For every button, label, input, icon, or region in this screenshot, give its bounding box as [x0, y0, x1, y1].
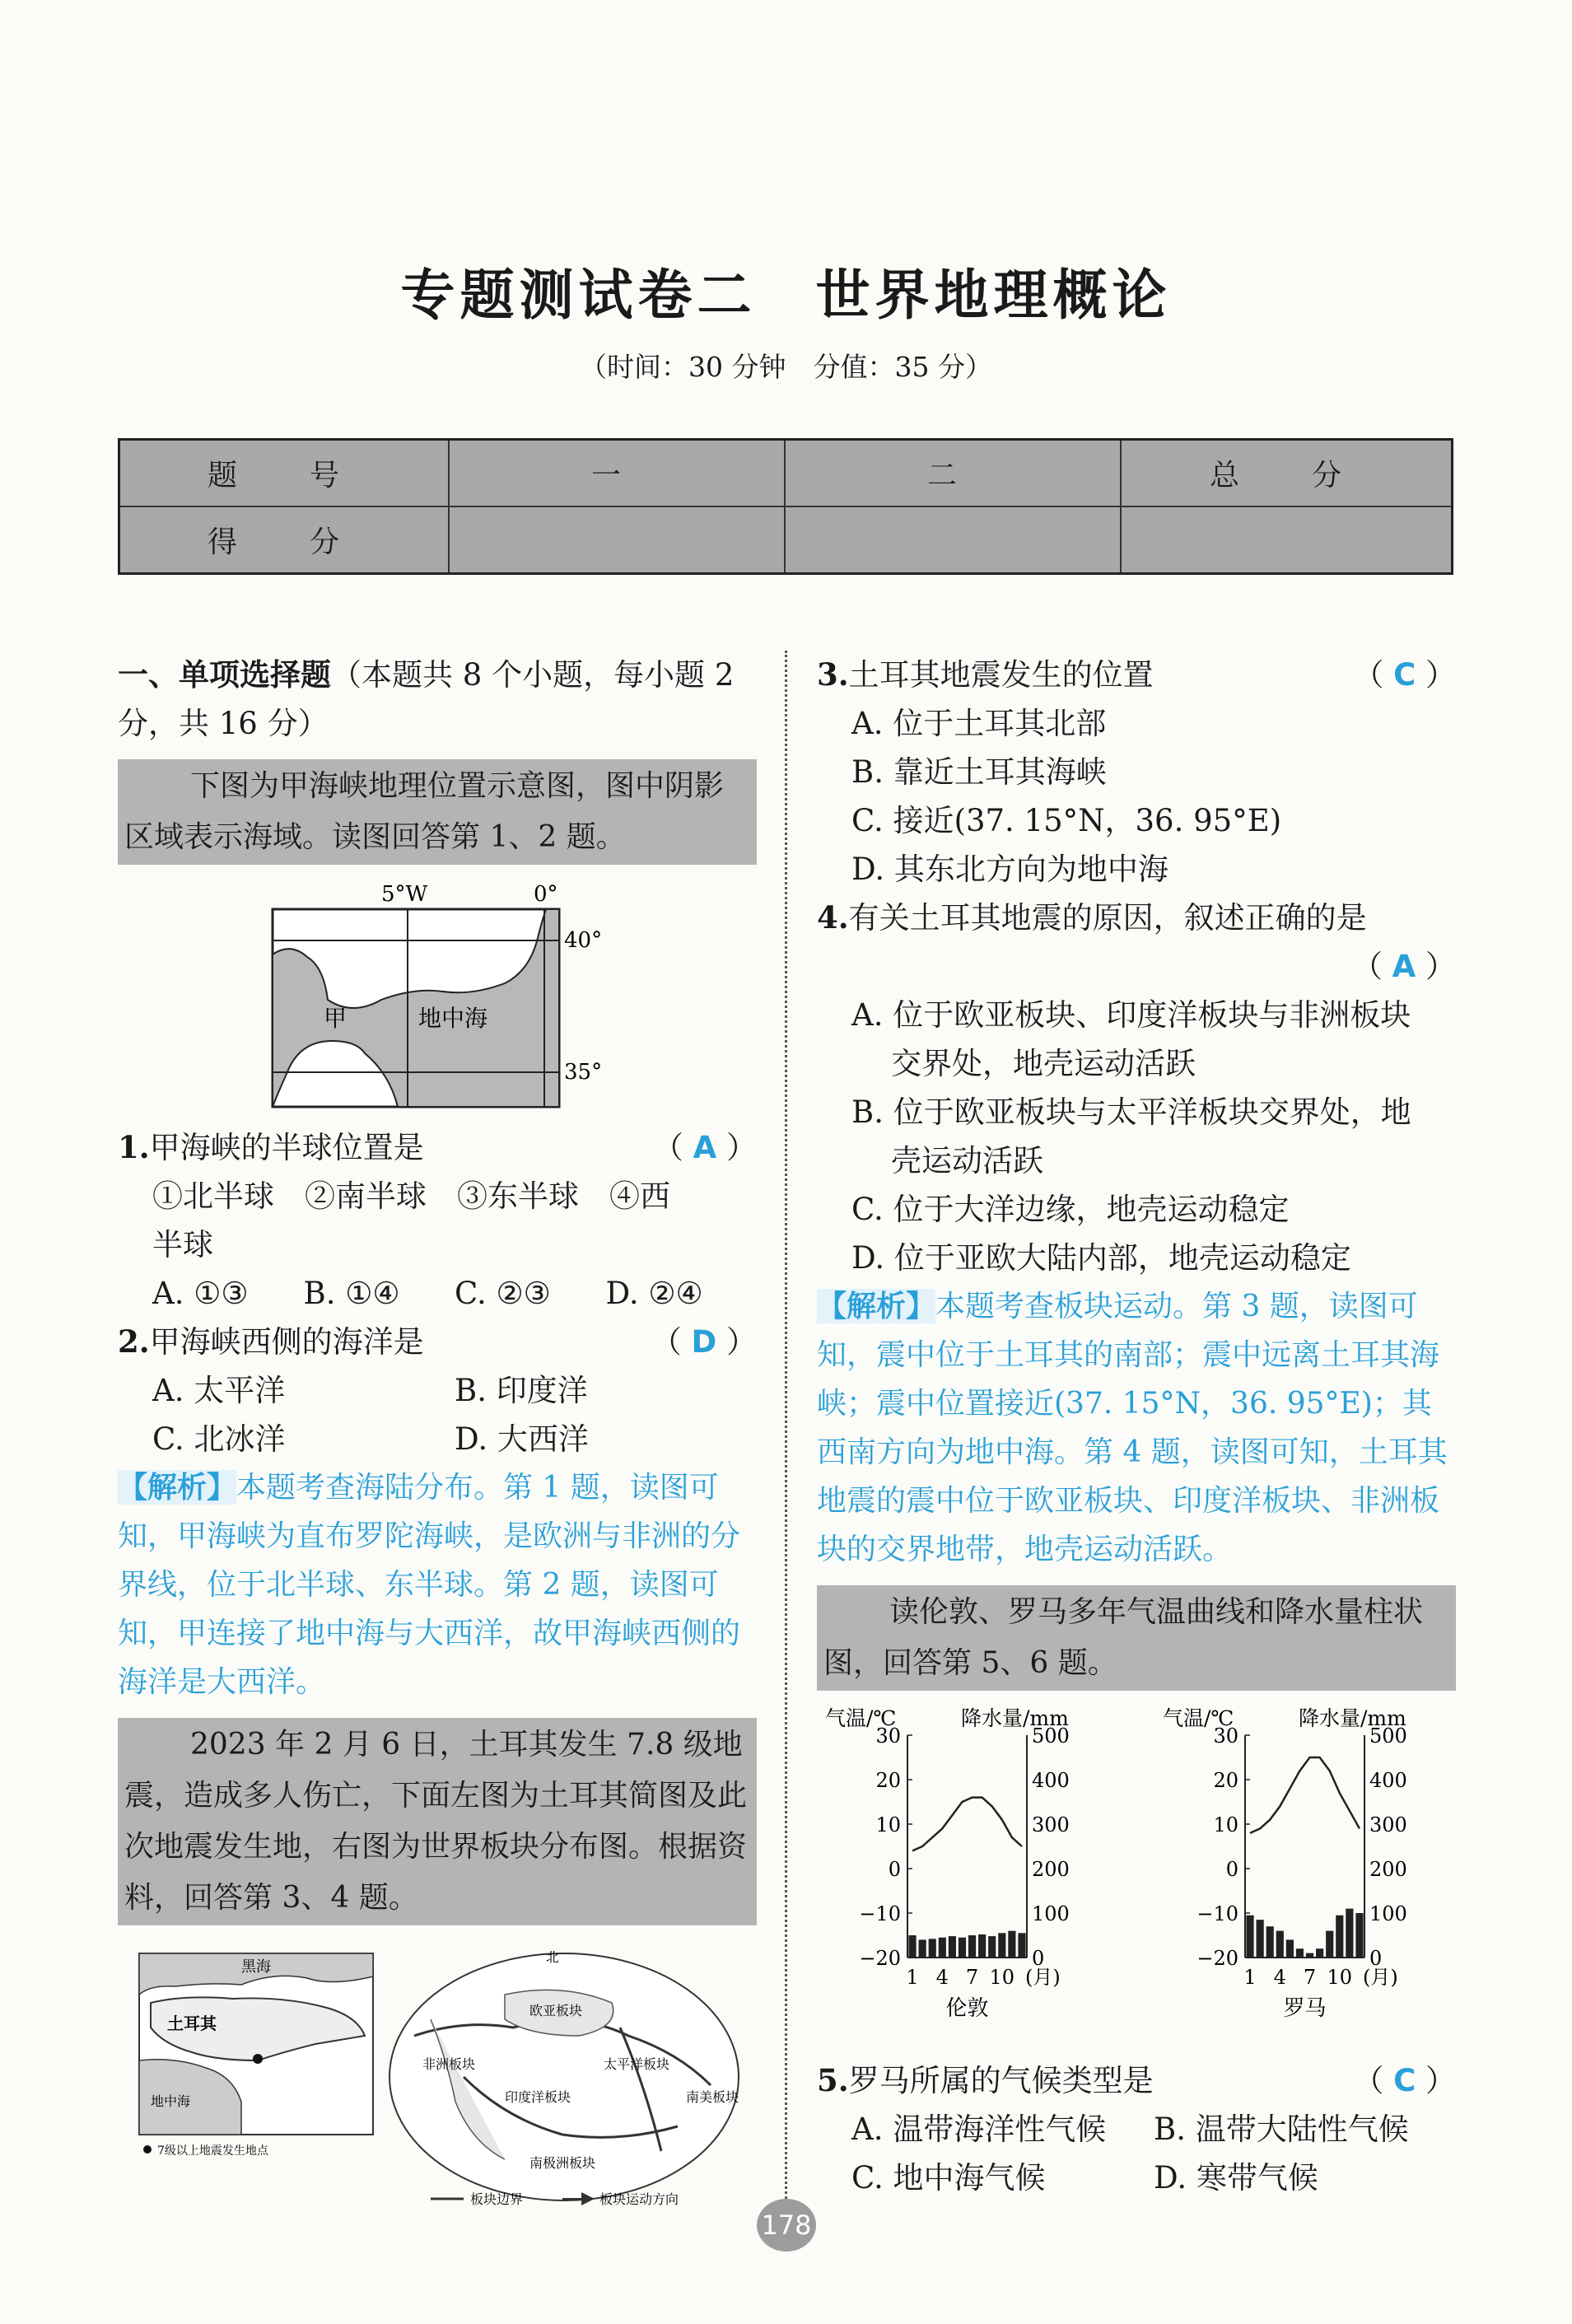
chart1-temp-tick: −20	[1196, 1947, 1238, 1970]
q4-option-a-line1: A. 位于欧亚板块、印度洋板块与非洲板块	[851, 997, 1411, 1033]
q3-option-c[interactable]: C. 接近(37. 15°N，36. 95°E)	[851, 803, 1282, 838]
chart1-precip-bar	[1246, 1916, 1253, 1958]
chart1-precip-bar	[1346, 1909, 1353, 1958]
score-cell-section2[interactable]	[785, 506, 1121, 574]
chart1-precip-bar	[1296, 1948, 1304, 1958]
chart1-precip-bar	[1316, 1948, 1323, 1958]
chart1-ylabel-right: 降水量/mm	[1299, 1706, 1406, 1730]
chart1-precip-tick: 400	[1369, 1769, 1407, 1792]
q1-answer-slot[interactable]: （ A ）	[652, 1130, 757, 1165]
explanation-q1-2	[118, 1463, 757, 1706]
chart0-xlabel: (月)	[1024, 1966, 1061, 1989]
q2-option-c[interactable]: C. 北冰洋	[152, 1421, 286, 1457]
plates-legend-motion: 板块运动方向	[599, 2191, 679, 2207]
explanation-q1-2-tag: 【解析】	[118, 1470, 237, 1505]
chart0-precip-bar	[978, 1934, 986, 1958]
q2-options-row1	[118, 1366, 757, 1415]
chart1-ylabel-left: 气温/℃	[1163, 1706, 1234, 1730]
q5-text: 罗马所属的气候类型是	[848, 2063, 1154, 2098]
q5-answer-slot[interactable]: （ C ）	[1353, 2063, 1456, 2098]
turkey-map-black-sea-label: 黑海	[241, 1958, 271, 1976]
q5-answer: C	[1393, 2063, 1416, 2098]
plates-pacific-label: 太平洋板块	[604, 2056, 670, 2072]
q1-choices-line2: 半球	[152, 1227, 213, 1262]
chart0-temp-tick: −20	[859, 1947, 901, 1970]
chart0-precip-tick: 500	[1032, 1724, 1070, 1748]
chart1-temp-tick: 30	[1213, 1724, 1238, 1748]
left-column	[118, 651, 757, 2209]
chart0-ylabel-right: 降水量/mm	[961, 1706, 1069, 1730]
chart0-temp-tick: 30	[875, 1724, 901, 1748]
section1-note: （本题共 8 个小题，每小题 2 分，共 16 分）	[118, 657, 735, 741]
chart0-precip-bar	[939, 1938, 946, 1958]
chart0-precip-bar	[1008, 1931, 1015, 1958]
chart0-precip-tick: 300	[1032, 1813, 1070, 1836]
chart1-temp-tick: 20	[1213, 1769, 1238, 1792]
chart0-x-tick: 7	[965, 1966, 979, 1989]
question-3	[817, 651, 1456, 699]
turkey-map-legend: 7级以上地震发生地点	[157, 2144, 268, 2158]
chart1-precip-bar	[1286, 1939, 1294, 1958]
page-title: 专题测试卷二 世界地理概论	[400, 263, 1172, 327]
question-5	[817, 2056, 1456, 2105]
chart0-precip-bar	[929, 1939, 936, 1958]
chart0-temp-tick: 0	[888, 1858, 901, 1881]
q4-option-a[interactable]	[817, 991, 1456, 1088]
chart0-precip-tick: 400	[1032, 1769, 1070, 1792]
q4-option-d[interactable]: D. 位于亚欧大陆内部，地壳运动稳定	[851, 1240, 1351, 1276]
chart1-temp-tick: −10	[1196, 1902, 1238, 1925]
q4-answer: A	[1392, 949, 1416, 984]
q1-options	[118, 1269, 757, 1318]
q1-option-c[interactable]: C. ②③	[455, 1276, 551, 1311]
chart0-precip-bar	[959, 1938, 966, 1958]
q3-number: 3.	[817, 656, 849, 693]
right-column	[817, 651, 1456, 2202]
score-header-total: 总 分	[1121, 440, 1453, 507]
intro-q5-6: 读伦敦、罗马多年气温曲线和降水量柱状图，回答第 5、6 题。	[817, 1585, 1456, 1691]
chart0-precip-bar	[988, 1936, 996, 1958]
q3-text: 土耳其地震发生的位置	[848, 657, 1154, 693]
chart0-temp-line	[912, 1798, 1022, 1851]
score-table-score-row	[119, 506, 1453, 574]
q4-number: 4.	[817, 899, 849, 936]
q5-options-row1	[817, 2105, 1456, 2154]
q2-number: 2.	[118, 1323, 150, 1360]
section1-heading	[118, 651, 757, 748]
score-table-header-row	[119, 440, 1453, 507]
q1-choices-line1: ①北半球 ②南半球 ③东半球 ④西	[152, 1178, 670, 1214]
chart1-title: 罗马	[1283, 1996, 1327, 2021]
chart0-temp-tick: 20	[875, 1769, 901, 1792]
chart1-xlabel: (月)	[1362, 1966, 1398, 1989]
column-divider	[785, 651, 787, 2199]
q5-option-d[interactable]: D. 寒带气候	[1154, 2160, 1318, 2196]
q4-text: 有关土耳其地震的原因，叙述正确的是	[848, 900, 1367, 936]
map1-lon1: 5°W	[381, 882, 428, 907]
q2-option-d[interactable]: D. 大西洋	[455, 1421, 589, 1457]
q2-answer-slot[interactable]: （ D ）	[651, 1324, 757, 1360]
chart1-x-tick: 1	[1243, 1966, 1257, 1989]
strait-map	[118, 876, 757, 1115]
q1-option-d[interactable]: D. ②④	[605, 1276, 703, 1311]
intro-q3-4: 2023 年 2 月 6 日，土耳其发生 7.8 级地震，造成多人伤亡，下面左图为土耳其简图及此次地震发生地，右图为世界板块分布图。根据资料，回答第 3、4 题。	[118, 1718, 757, 1925]
legend-epicenter-dot	[143, 2145, 152, 2154]
score-header-section2: 二	[785, 440, 1121, 507]
q2-option-a[interactable]: A. 太平洋	[152, 1373, 286, 1408]
chart0-precip-bar	[998, 1933, 1005, 1958]
q3-answer: C	[1393, 657, 1416, 693]
chart0-precip-bar	[968, 1935, 976, 1958]
chart1-precip-bar	[1326, 1931, 1333, 1958]
turkey-label: 土耳其	[167, 2014, 217, 2033]
plates-africa-label: 非洲板块	[422, 2056, 476, 2072]
q5-number: 5.	[817, 2062, 849, 2098]
q4-option-b[interactable]	[817, 1088, 1456, 1185]
plates-north-label: 北	[546, 1949, 560, 1965]
plates-eurasia-label: 欧亚板块	[529, 2003, 583, 2018]
chart1-x-tick: 10	[1327, 1966, 1353, 1989]
chart0-x-tick: 1	[906, 1966, 919, 1989]
q1-option-b[interactable]: B. ①④	[303, 1276, 400, 1311]
chart0-temp-tick: 10	[875, 1813, 901, 1836]
plates-legend-boundary: 板块边界	[470, 2191, 524, 2207]
chart0-ylabel-left: 气温/℃	[825, 1706, 897, 1730]
map1-lat1: 40°	[564, 928, 603, 953]
q4-option-b-line2: 壳运动活跃	[891, 1143, 1043, 1178]
section1-title: 一、单项选择题	[118, 656, 331, 693]
climate-charts	[817, 1702, 1456, 2056]
chart0-x-tick: 10	[989, 1966, 1015, 1989]
chart1-x-tick: 4	[1273, 1966, 1286, 1989]
question-2	[118, 1318, 757, 1366]
explanation-q3-4	[817, 1282, 1456, 1574]
map1-label-jia: 甲	[324, 1005, 348, 1032]
score-row-label: 得 分	[119, 506, 450, 574]
plates-antarctic-label: 南极洲板块	[529, 2155, 596, 2171]
chart0-temp-tick: −10	[859, 1902, 901, 1925]
chart1-temp-tick: 10	[1213, 1813, 1238, 1836]
chart0-precip-tick: 0	[1032, 1947, 1045, 1970]
chart1-temp-tick: 0	[1225, 1858, 1238, 1881]
page-number: 178	[757, 2199, 816, 2252]
chart0-precip-bar	[919, 1939, 926, 1958]
q4-option-b-line1: B. 位于欧亚板块与太平洋板块交界处，地	[851, 1094, 1411, 1130]
plates-indian-label: 印度洋板块	[505, 2089, 571, 2105]
q1-option-a[interactable]: A. ①③	[152, 1276, 249, 1311]
chart1-precip-tick: 100	[1369, 1902, 1407, 1925]
q3-option-a[interactable]: A. 位于土耳其北部	[851, 706, 1107, 741]
q2-options-row2	[118, 1415, 757, 1463]
chart1-precip-bar	[1355, 1913, 1363, 1958]
q1-answer: A	[693, 1130, 717, 1165]
q1-text: 甲海峡的半球位置是	[149, 1130, 424, 1165]
score-table	[118, 438, 1453, 575]
q5-option-b[interactable]: B. 温带大陆性气候	[1154, 2112, 1409, 2147]
map1-label-sea: 地中海	[418, 1005, 488, 1032]
q2-text: 甲海峡西侧的海洋是	[149, 1324, 424, 1360]
q3-answer-slot[interactable]: （ C ）	[1353, 657, 1456, 693]
chart0-precip-bar	[1018, 1933, 1025, 1958]
q5-options-row2	[817, 2154, 1456, 2202]
chart0-title: 伦敦	[945, 1996, 989, 2021]
plates-samerica-label: 南美板块	[686, 2089, 739, 2105]
q2-answer: D	[691, 1324, 717, 1360]
chart0-precip-bar	[949, 1936, 956, 1958]
q4-option-a-line2: 交界处，地壳运动活跃	[891, 1046, 1196, 1081]
chart0-precip-bar	[908, 1935, 916, 1958]
earthquake-epicenter-marker	[253, 2054, 263, 2064]
explanation-q3-4-text: 本题考查板块运动。第 3 题，读图可知，震中位于土耳其的南部；震中远离土耳其海峡；震中位置接近(37. 15°N，36. 95°E)；其西南方向为地中海。第 4 题，读图可知，土耳其地震的震中位于欧亚板块、印度洋板块、非洲板块的交界地带，地壳运动活跃。	[817, 1290, 1448, 1566]
q3-option-d[interactable]: D. 其东北方向为地中海	[851, 852, 1169, 887]
chart1-precip-bar	[1276, 1931, 1284, 1958]
chart1-temp-line	[1250, 1757, 1360, 1833]
chart1-precip-bar	[1336, 1916, 1343, 1958]
explanation-q3-4-tag: 【解析】	[817, 1289, 936, 1323]
q4-answer-slot[interactable]: （ A ）	[1351, 949, 1456, 984]
explanation-q1-2-text: 本题考查海陆分布。第 1 题，读图可知，甲海峡为直布罗陀海峡，是欧洲与非洲的分界线，位于北半球、东半球。第 2 题，读图可知，甲连接了地中海与大西洋，故甲海峡西侧的海洋是大西洋。	[118, 1471, 741, 1699]
score-cell-total[interactable]	[1121, 506, 1453, 574]
chart1-precip-tick: 500	[1369, 1724, 1407, 1748]
chart1-precip-bar	[1306, 1953, 1313, 1958]
chart1-x-tick: 7	[1303, 1966, 1317, 1989]
q1-number: 1.	[118, 1129, 150, 1165]
chart1-precip-bar	[1266, 1926, 1274, 1958]
chart0-x-tick: 4	[935, 1966, 949, 1989]
score-header-section1: 一	[449, 440, 785, 507]
turkey-map-med-label: 地中海	[151, 2093, 191, 2109]
chart0-precip-tick: 200	[1032, 1858, 1070, 1881]
question-1	[118, 1123, 757, 1172]
q5-option-a[interactable]: A. 温带海洋性气候	[851, 2112, 1107, 2147]
map1-lat2: 35°	[564, 1060, 603, 1085]
score-cell-section1[interactable]	[449, 506, 785, 574]
question-4	[817, 894, 1456, 942]
q5-option-c[interactable]: C. 地中海气候	[851, 2160, 1046, 2196]
q3-option-b[interactable]: B. 靠近土耳其海峡	[851, 754, 1107, 790]
q4-option-c[interactable]: C. 位于大洋边缘，地壳运动稳定	[851, 1192, 1290, 1227]
chart1-precip-bar	[1257, 1920, 1264, 1958]
chart1-precip-tick: 0	[1369, 1947, 1383, 1970]
chart1-precip-tick: 200	[1369, 1858, 1407, 1881]
intro-q1-2: 下图为甲海峡地理位置示意图，图中阴影区域表示海域。读图回答第 1、2 题。	[118, 759, 757, 865]
turkey-and-plates-maps	[118, 1937, 757, 2209]
chart1-precip-tick: 300	[1369, 1813, 1407, 1836]
map1-lon2: 0°	[534, 882, 558, 907]
score-header-qnum: 题 号	[119, 440, 450, 507]
q2-option-b[interactable]: B. 印度洋	[455, 1373, 588, 1408]
chart0-precip-tick: 100	[1032, 1902, 1070, 1925]
page-subtitle: （时间：30 分钟 分值：35 分）	[580, 351, 992, 383]
